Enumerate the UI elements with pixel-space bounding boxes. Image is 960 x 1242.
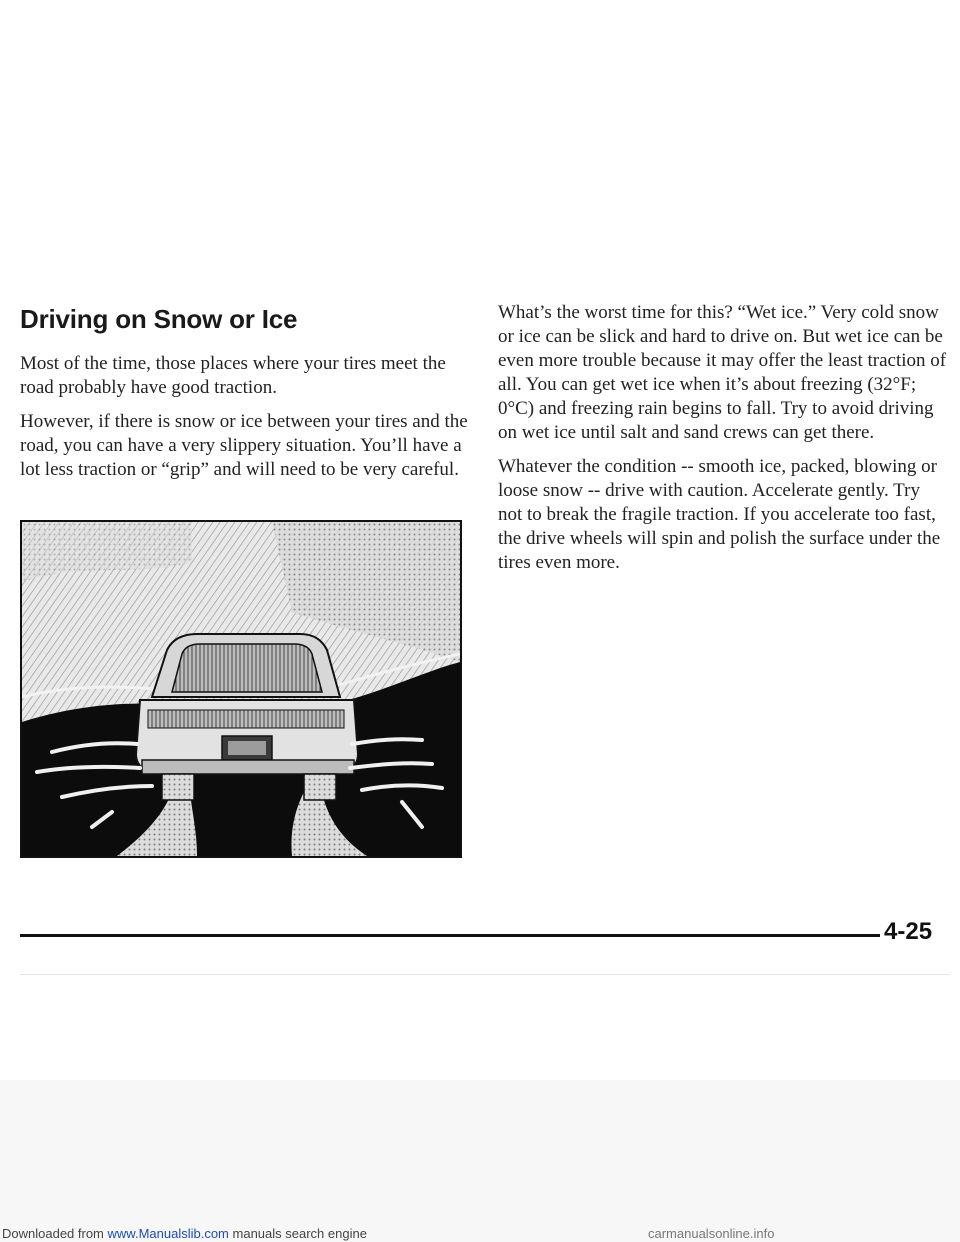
divider xyxy=(20,974,950,975)
footer-text xyxy=(2,1226,367,1241)
paragraph: Most of the time, those places where your tires meet the road probably have good traction. xyxy=(20,353,446,398)
manualslib-link[interactable]: www.Manualslib.com xyxy=(107,1226,229,1241)
paragraph: What’s the worst time for this? “Wet ice.” Very cold snow or ice can be slick and hard to drive on. But wet ice can be even more trouble because it may offer the least traction of all. You can get wet ice when it’s about freezing (32°F; 0°C) and freezing rain begins to fall. Try to avoid driving on wet ice until salt and sand crews can get there. xyxy=(498,302,947,443)
right-column xyxy=(498,301,948,585)
paragraph: However, if there is snow or ice between your tires and the road, you can have a very slippery situation. You’ll have a lot less traction or “grip” and will need to be very careful. xyxy=(20,411,468,480)
left-column xyxy=(20,352,470,492)
page-number: 4-25 xyxy=(884,918,933,945)
download-footer xyxy=(0,1224,960,1242)
footer-rule xyxy=(20,934,880,937)
footer-prefix: Downloaded from xyxy=(2,1226,104,1241)
car-on-snowy-road-illustration xyxy=(20,520,462,858)
paragraph: Whatever the condition -- smooth ice, packed, blowing or loose snow -- drive with caution. Accelerate gently. Try not to break the fragile traction. If you accelerate too fast, the drive wheels will spin and polish the surface under the tires even more. xyxy=(498,456,941,573)
watermark-text: carmanualsonline.info xyxy=(648,1226,775,1241)
section-heading: Driving on Snow or Ice xyxy=(20,304,298,334)
footer-suffix: manuals search engine xyxy=(232,1226,367,1241)
